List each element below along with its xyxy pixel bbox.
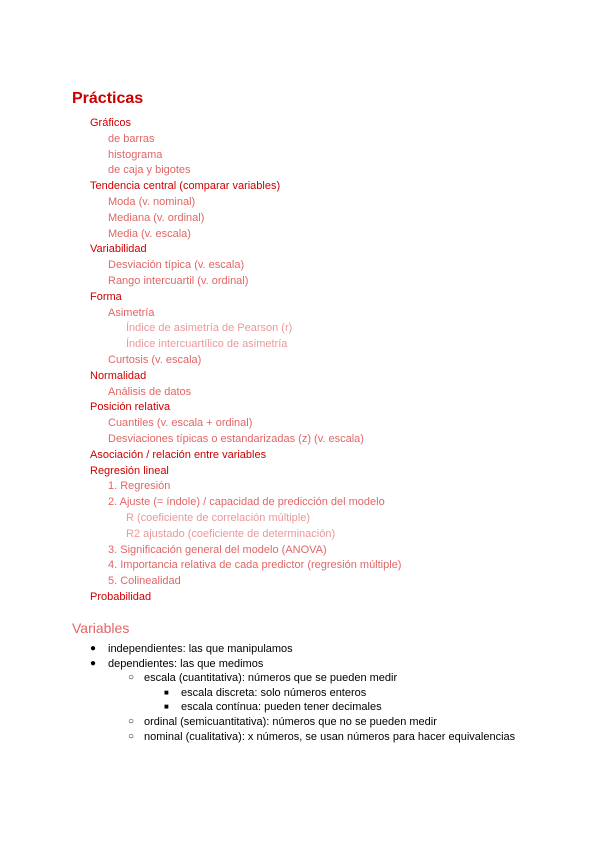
outline-item-level-2: Moda (v. nominal) [108,196,196,208]
outline-item-level-2: de barras [108,132,155,145]
outline-item-level-1: Normalidad [90,369,147,382]
outline-item-level-1: Posición relativa [90,401,171,414]
outline-item-level-1: Tendencia central (comparar variables) [90,180,281,193]
outline-item-level-1: Asociación / relación entre variables [90,448,267,461]
outline-item-level-2: Curtosis (v. escala) [108,354,202,366]
bullet-marker-level-1: ● [90,643,97,654]
outline-item-level-2: Media (v. escala) [108,227,191,240]
outline-item-level-2: 1. Regresión [108,480,171,493]
bullet-marker-level-1: ● [90,657,97,669]
outline-item-level-1: Variabilidad [90,243,147,256]
outline-item-level-2: Cuantiles (v. escala + ordinal) [108,417,253,430]
bullet-marker-level-3: ■ [164,687,169,697]
outline-item-level-2: Mediana (v. ordinal) [108,211,205,224]
outline-item-level-3: Índice de asimetría de Pearson (r) [126,322,293,335]
bullet-item-level-3: escala contínua: pueden tener decimales [181,701,382,714]
outline-item-level-3: Índice intercuartílico de asimetría [126,338,288,351]
bullet-item-level-2: escala (cuantitativa): números que se pueden medir [144,672,398,685]
outline-item-level-2: 3. Significación general del modelo (ANOVA) [108,543,327,556]
outline-item-level-3: R2 ajustado (coeficiente de determinación) [126,527,336,540]
bullet-item-level-3: escala discreta: solo números enteros [181,686,367,699]
bullet-item-level-1: independientes: las que manipulamos [108,643,293,655]
outline-item-level-2: Rango intercuartil (v. ordinal) [108,275,249,287]
outline-item-level-2: 2. Ajuste (= índole) / capacidad de predicción del modelo [108,496,385,509]
bullet-marker-level-3: ■ [164,702,169,712]
bullet-item-level-1: dependientes: las que medimos [108,657,264,670]
outline-item-level-3: R (coeficiente de correlación múltiple) [126,512,311,524]
outline-item-level-1: Forma [90,290,122,303]
outline-item-level-2: 4. Importancia relativa de cada predictor (regresión múltiple) [108,559,402,572]
outline-item-level-1: Regresión lineal [90,464,169,477]
outline-item-level-1: Gráficos [90,117,131,129]
variables-heading: Variables [72,620,130,636]
outline-item-level-1: Probabilidad [90,591,152,603]
practicas-heading: Prácticas [72,90,144,107]
outline-item-level-2: Análisis de datos [108,385,192,398]
bullet-marker-level-2: ○ [128,730,135,742]
outline-item-level-2: histograma [108,148,163,161]
bullet-item-level-2: nominal (cualitativa): x números, se usan números para hacer equivalencias [144,730,516,743]
outline-item-level-2: 5. Colinealidad [108,575,181,588]
bullet-marker-level-2: ○ [128,672,135,684]
bullet-item-level-2: ordinal (semicuantitativa): números que no se pueden medir [144,716,437,728]
outline-item-level-2: Desviaciones típicas o estandarizadas (z) (v. escala) [108,433,364,445]
outline-item-level-2: Desviación típica (v. escala) [108,259,245,272]
outline-item-level-2: de caja y bigotes [108,164,191,177]
bullet-marker-level-2: ○ [128,716,135,727]
outline-item-level-2: Asimetría [108,306,155,319]
